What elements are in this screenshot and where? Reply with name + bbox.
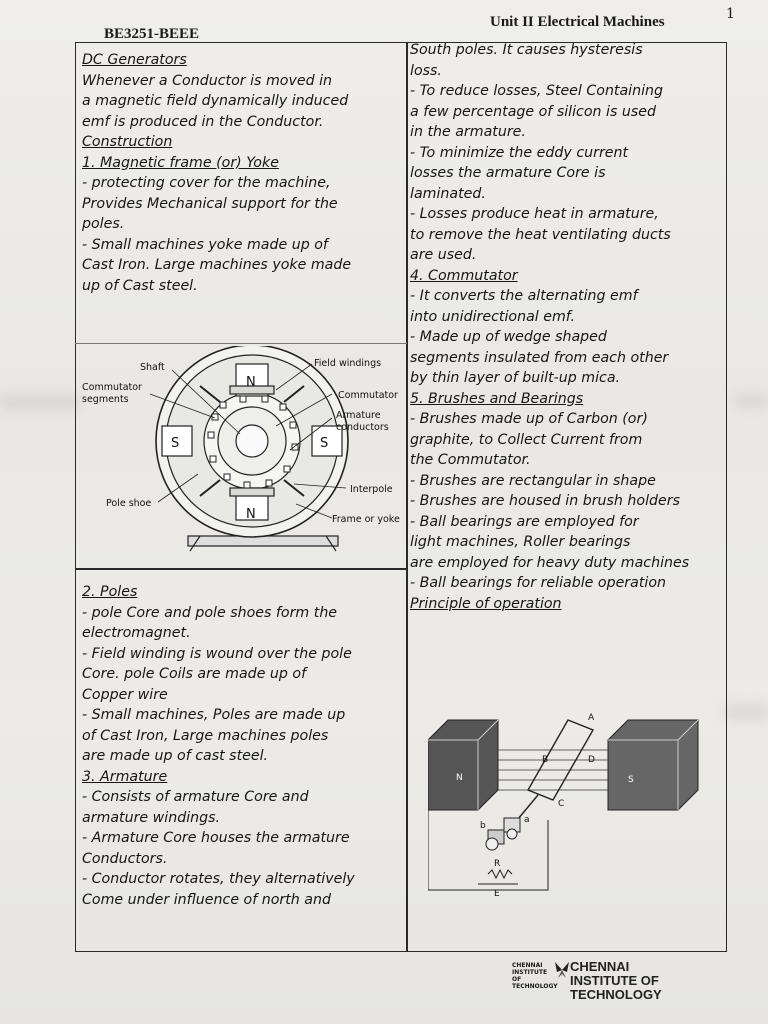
right-column-line: - Brushes are rectangular in shape [410,472,656,489]
logo-big-line-1: CHENNAI [570,959,630,974]
column-divider [406,42,408,952]
right-column-line: to remove the heat ventilating ducts [410,226,671,243]
label-commutator: Commutator [338,390,398,401]
logo-small-line-1: CHENNAI [512,962,543,969]
left-column-line: Provides Mechanical support for the [82,195,338,212]
unit-title: Unit II Electrical Machines [490,14,665,30]
label-e: E [494,889,500,899]
left-column-lower-line: Come under influence of north and [82,891,332,908]
right-column-line: South poles. It causes hysteresis [410,42,643,58]
right-column-line: are employed for heavy duty machines [410,554,690,571]
left-column-line: Whenever a Conductor is moved in [82,72,333,89]
left-column-line: poles. [82,216,125,232]
figure-top-divider [75,343,407,344]
page-mark: 1 [726,6,735,22]
label-commutator-segments-2: segments [82,394,129,405]
left-column-lower-heading: 3. Armature [82,768,168,785]
label-a-lower: a [524,815,530,825]
left-column-line: a magnetic field dynamically induced [82,93,349,109]
left-column-lower-line: - Small machines, Poles are made up [82,707,346,723]
left-column-lower-line: - Armature Core houses the armature [82,830,350,846]
right-column-line: by thin layer of built-up mica. [410,370,621,386]
right-column-line: graphite, to Collect Current from [410,431,643,448]
right-column-line: loss. [410,62,442,79]
label-armature-conductors-1: Armature [336,410,381,421]
machine-base [188,536,338,546]
left-column-line: Cast Iron. Large machines yoke made [82,257,352,273]
left-column-lower-line: electromagnet. [82,625,191,641]
right-column-heading: 4. Commutator [410,267,518,284]
left-column-heading: 1. Magnetic frame (or) Yoke [82,154,279,171]
label-n: N [456,773,463,783]
left-column-heading: DC Generators [82,52,187,68]
right-column-heading: 5. Brushes and Bearings [410,390,584,407]
label-armature-conductors-2: conductors [336,422,389,433]
left-column-lower-line: - pole Core and pole shoes form the [82,604,338,621]
right-column-line: are used. [410,247,477,263]
logo-big-line-2: INSTITUTE OF TECHNOLOGY [570,973,662,1002]
left-column-heading: Construction [82,134,173,150]
left-column-lower-line: - Consists of armature Core and [82,789,309,805]
resistor [488,870,512,878]
right-column-line: losses the armature Core is [410,165,606,181]
label-commutator-segments-1: Commutator [82,382,142,393]
right-column-line: light machines, Roller bearings [410,534,631,550]
scan-smudge [725,705,768,719]
right-column-line: - Ball bearings for reliable operation [410,575,667,591]
label-c: C [558,799,565,809]
label-b-lower: b [480,821,486,831]
left-column-lower-line: are made up of cast steel. [82,748,269,764]
label-interpole: Interpole [350,484,393,495]
label-pole-s-right: S [320,436,329,451]
label-a-upper: A [588,713,595,723]
label-pole-n-top: N [246,375,256,390]
label-pole-s-left: S [171,436,180,451]
right-column-line: - Ball bearings are employed for [410,513,639,530]
label-pole-n-bottom: N [246,507,256,522]
left-column-lower-line: armature windings. [82,809,221,826]
scan-smudge [0,395,80,409]
right-column-line: a few percentage of silicon is used [410,103,656,120]
left-column-lower-line: Core. pole Coils are made up of [82,666,307,682]
left-column-lower-line: - Field winding is wound over the pole [82,645,352,662]
institute-logo[interactable] [512,958,722,1002]
label-frame-or-yoke: Frame or yoke [332,514,400,525]
right-column-line: in the armature. [410,124,526,140]
butterfly-logo-icon [554,960,570,980]
left-column-line: - Small machines yoke made up of [82,236,328,253]
left-column-line: up of Cast steel. [82,277,198,294]
label-d: D [588,755,595,765]
logo-small-text [512,962,556,990]
logo-small-line-3: TECHNOLOGY [512,983,558,990]
principle-of-operation-diagram [428,700,718,900]
shaft-circle [236,425,268,457]
right-column-line: - Made up of wedge shaped [410,329,607,345]
right-column-line: laminated. [410,185,486,202]
right-column-line: - Brushes made up of Carbon (or) [410,411,648,427]
scan-smudge [735,395,768,407]
right-column-heading: Principle of operation [410,595,562,612]
label-pole-shoe: Pole shoe [106,498,152,509]
figure-bottom-divider [75,568,407,570]
right-column-line: - It converts the alternating emf [410,288,638,304]
right-column-notes [410,40,725,614]
label-field-windings: Field windings [314,358,382,369]
left-column-line: - protecting cover for the machine, [82,175,331,191]
right-column-line: - To reduce losses, Steel Containing [410,83,664,99]
left-column-lower-heading: 2. Poles [82,584,138,600]
left-column-lower-line: Copper wire [82,686,168,703]
right-column-line: - Losses produce heat in armature, [410,206,659,222]
left-column-lower-line: Conductors. [82,850,168,867]
right-column-line: into unidirectional emf. [410,308,576,325]
logo-small-line-2: INSTITUTE OF [512,969,548,983]
course-code: BE3251-BEEE [104,26,200,42]
north-pole-magnet [428,720,498,810]
right-column-line: - To minimize the eddy current [410,144,629,161]
label-s: S [628,775,634,785]
label-r: R [494,859,501,869]
left-column-notes [82,50,404,296]
right-column-line: segments insulated from each other [410,349,669,366]
left-column-lower-line: of Cast Iron, Large machines poles [82,727,329,744]
label-b: B [542,755,549,765]
logo-big-text [570,960,722,1002]
label-shaft: Shaft [140,362,165,373]
left-column-line: emf is produced in the Conductor. [82,113,324,130]
external-circuit [428,810,548,890]
right-column-line: - Brushes are housed in brush holders [410,493,681,509]
left-column-lower-line: - Conductor rotates, they alternatively [82,871,355,887]
dc-machine-construction-diagram [80,346,404,566]
left-column-lower-notes [82,582,404,910]
right-column-line: the Commutator. [410,452,531,468]
